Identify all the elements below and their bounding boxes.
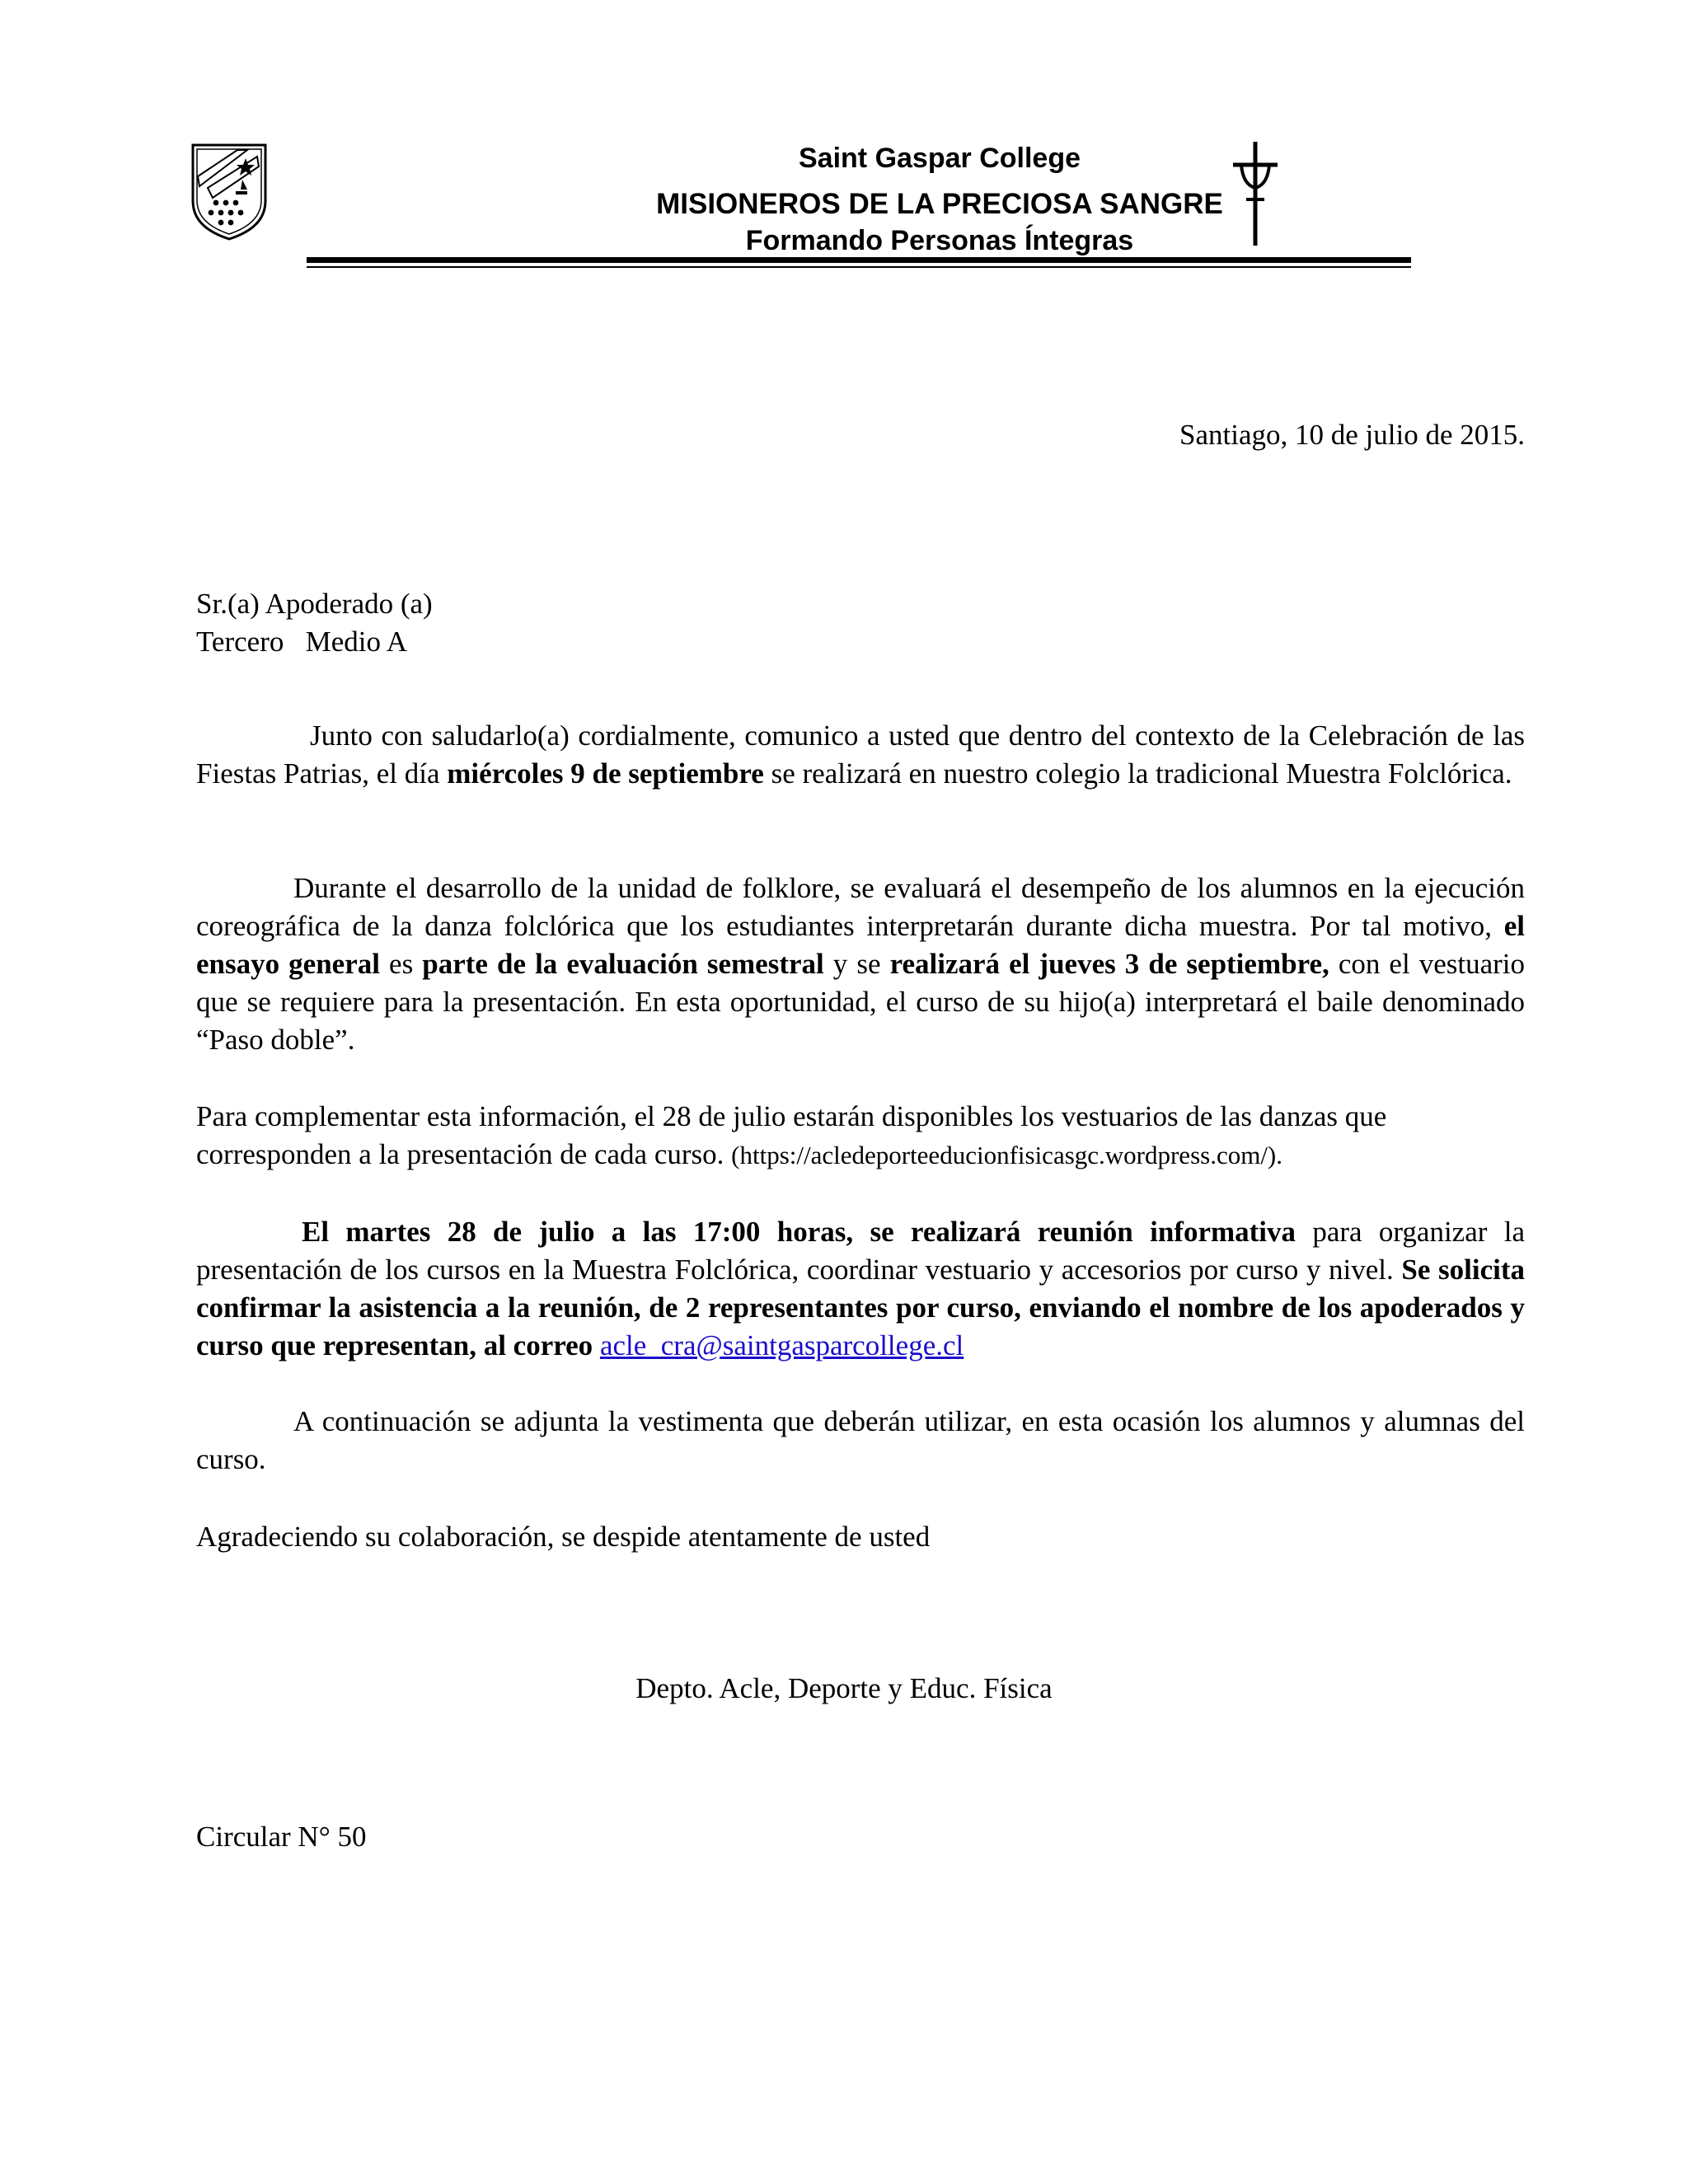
addressee-line-2: Tercero Medio A xyxy=(196,626,408,658)
school-name: Saint Gaspar College xyxy=(799,143,1081,174)
paragraph-greeting xyxy=(196,717,1525,793)
highlight-rehearsal-date: realizará el jueves 3 de septiembre, xyxy=(889,948,1329,980)
paragraph-evaluation xyxy=(196,869,1525,1059)
paragraph-text: Junto con saludarlo(a) cordialmente, comunico a usted que dentro del contexto de la Celebración de las Fiestas Patrias, el día xyxy=(196,719,1525,790)
school-motto: Formando Personas Íntegras xyxy=(745,225,1134,256)
circular-number: Circular N° 50 xyxy=(196,1821,367,1853)
highlight-evaluation: parte de la evaluación semestral xyxy=(422,948,824,980)
paragraph-meeting xyxy=(196,1213,1525,1365)
highlight-date: miércoles 9 de septiembre xyxy=(447,757,764,790)
paragraph-closing: Agradeciendo su colaboración, se despide atentamente de usted xyxy=(196,1521,931,1553)
highlight-rehearsal: el ensayo general xyxy=(196,910,1525,980)
header-rule-thick xyxy=(307,257,1411,263)
highlight-request: Se solicita confirmar la asistencia a la reunión, de 2 representantes por curso, enviando el nombre de los apoderados y curso que representan, al correo xyxy=(196,1254,1525,1361)
highlight-meeting: El martes 28 de julio a las 17:00 horas, se realizará reunión informativa xyxy=(302,1216,1296,1248)
email-link[interactable]: acle_cra@saintgasparcollege.cl xyxy=(599,1329,964,1361)
addressee-line-1: Sr.(a) Apoderado (a) xyxy=(196,588,433,620)
cross-chalice-emblem xyxy=(1226,140,1284,247)
header-rule-thin xyxy=(307,266,1411,268)
signature: Depto. Acle, Deporte y Educ. Física xyxy=(635,1672,1053,1704)
paragraph-costumes xyxy=(196,1098,1525,1174)
paragraph-text: se realizará en nuestro colegio la tradicional Muestra Folclórica. xyxy=(763,757,1512,790)
addressee xyxy=(196,585,433,661)
paragraph-text: con el vestuario que se requiere para la presentación. En esta oportunidad, el curso de su hijo(a) interpretará el baile denominado “Paso doble”. xyxy=(196,948,1526,1056)
paragraph-text: y se xyxy=(823,948,890,980)
website-url: (https://acledeporteeducionfisicasgc.wordpress.com/). xyxy=(731,1141,1283,1169)
paragraph-text: para organizar la presentación de los cursos en la Muestra Folclórica, coordinar vestuario y accesorios por curso y nivel. xyxy=(196,1216,1525,1286)
date-line: Santiago, 10 de julio de 2015. xyxy=(1179,419,1525,451)
school-shield-logo xyxy=(188,140,270,242)
paragraph-text: Durante el desarrollo de la unidad de folklore, se evaluará el desempeño de los alumnos en la ejecución coreográfica de la danza folclórica que los estudiantes interpretarán durante dicha muestra. Por tal motivo, xyxy=(196,872,1525,942)
paragraph-text: Para complementar esta información, el 28 de julio estarán disponibles los vestuarios de las danzas que corresponden a la presentación de cada curso. xyxy=(196,1100,1387,1170)
paragraph-attire: A continuación se adjunta la vestimenta que deberán utilizar, en esta ocasión los alumnos y alumnas del curso. xyxy=(196,1405,1525,1475)
congregation-name: MISIONEROS DE LA PRECIOSA SANGRE xyxy=(656,188,1223,220)
paragraph-text: es xyxy=(379,948,423,980)
